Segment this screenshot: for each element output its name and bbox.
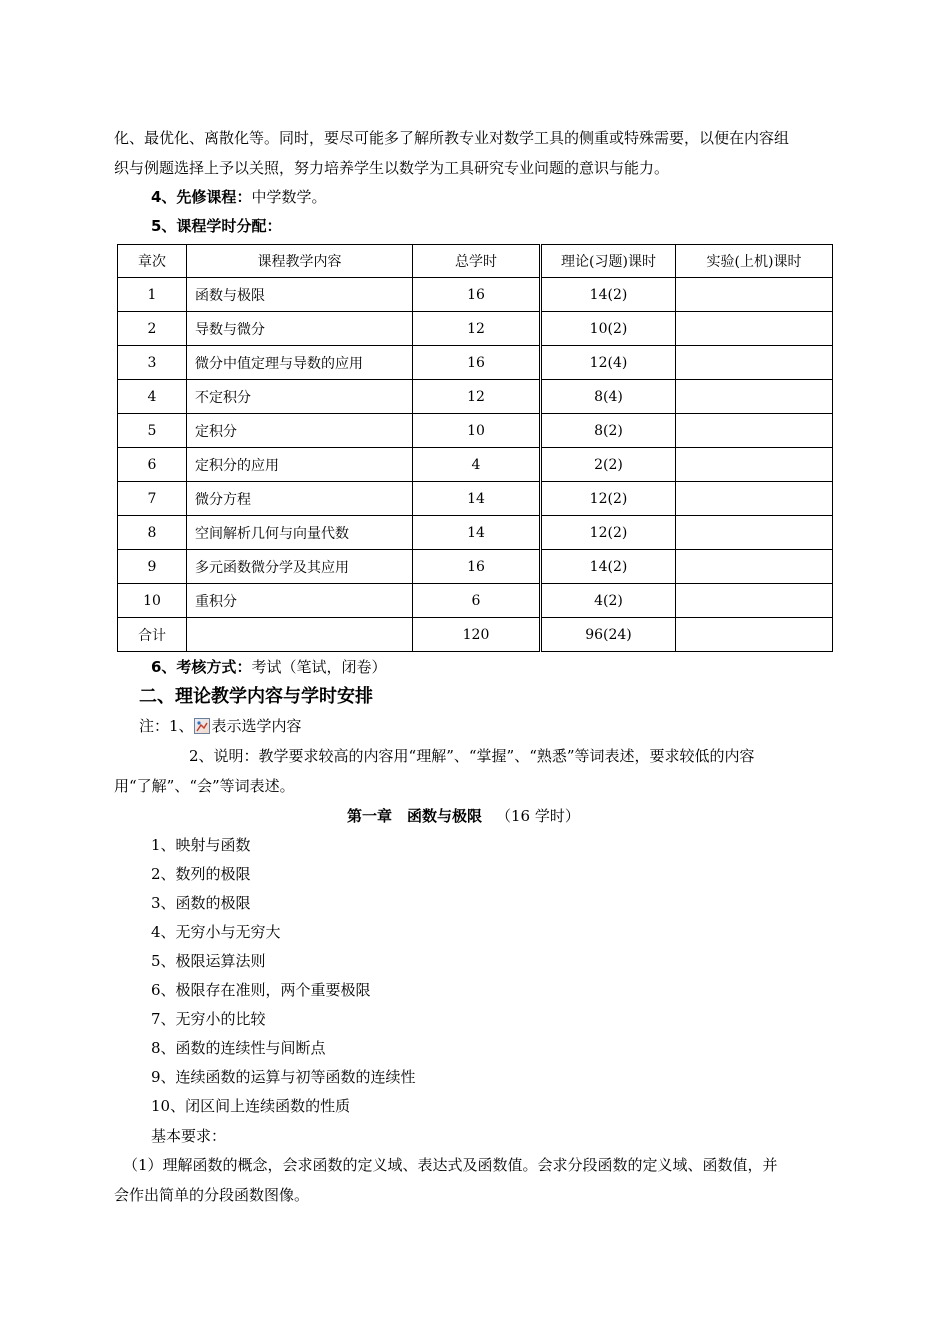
cell-total: 16 xyxy=(413,278,541,312)
topic-item: 10、闭区间上连续函数的性质 xyxy=(151,1097,351,1115)
cell-theory: 10(2) xyxy=(541,312,676,346)
cell-total: 12 xyxy=(413,312,541,346)
cell-theory: 12(4) xyxy=(541,346,676,380)
cell-total: 16 xyxy=(413,346,541,380)
cell-chapter: 5 xyxy=(118,414,187,448)
topic-item: 2、数列的极限 xyxy=(151,865,251,883)
table-row xyxy=(118,584,833,618)
chapter-1-heading xyxy=(347,806,580,826)
cell-total: 14 xyxy=(413,516,541,550)
cell-theory: 14(2) xyxy=(541,278,676,312)
cell-content: 多元函数微分学及其应用 xyxy=(187,550,413,584)
exam-value: 考试（笔试，闭卷） xyxy=(251,658,387,676)
cell-content: 函数与极限 xyxy=(187,278,413,312)
basic-requirements-label: 基本要求： xyxy=(151,1127,227,1145)
cell-theory: 12(2) xyxy=(541,516,676,550)
hours-table xyxy=(117,244,833,652)
table-row xyxy=(118,380,833,414)
cell-chapter: 3 xyxy=(118,346,187,380)
cell-content: 微分方程 xyxy=(187,482,413,516)
exam-label: 6、考核方式： xyxy=(151,658,252,676)
topic-item: 3、函数的极限 xyxy=(151,894,251,912)
header-chapter: 章次 xyxy=(118,245,187,278)
cell-lab xyxy=(676,482,833,516)
prerequisite-value: 中学数学。 xyxy=(251,188,327,206)
cell-lab xyxy=(676,448,833,482)
cell-chapter: 4 xyxy=(118,380,187,414)
note-1 xyxy=(139,716,302,736)
note-2-line-1: 2、说明：教学要求较高的内容用“理解”、“掌握”、“熟悉”等词表述，要求较低的内容 xyxy=(189,747,755,765)
intro-line-1: 化、最优化、离散化等。同时，要尽可能多了解所教专业对数学工具的侧重或特殊需要，以便在内容组 xyxy=(114,129,790,147)
chapter-1-hours: （16 学时） xyxy=(496,807,580,825)
cell-chapter: 2 xyxy=(118,312,187,346)
cell-total: 6 xyxy=(413,584,541,618)
topic-item: 6、极限存在准则，两个重要极限 xyxy=(151,981,371,999)
optional-content-icon xyxy=(194,718,210,734)
topic-item: 4、无穷小与无穷大 xyxy=(151,923,281,941)
section-2-title: 二、理论教学内容与学时安排 xyxy=(139,686,373,707)
table-header-row xyxy=(118,245,833,278)
table-row xyxy=(118,448,833,482)
cell-content: 定积分 xyxy=(187,414,413,448)
table-row xyxy=(118,278,833,312)
cell-total: 12 xyxy=(413,380,541,414)
note-1-text: 表示选学内容 xyxy=(211,717,302,735)
cell-theory: 8(2) xyxy=(541,414,676,448)
cell-theory: 96(24) xyxy=(541,618,676,652)
table-row xyxy=(118,414,833,448)
requirement-1-line-2: 会作出简单的分段函数图像。 xyxy=(114,1186,310,1204)
table-row xyxy=(118,516,833,550)
table-row xyxy=(118,312,833,346)
cell-chapter: 10 xyxy=(118,584,187,618)
hours-allocation-title: 5、课程学时分配： xyxy=(151,217,282,235)
cell-lab xyxy=(676,584,833,618)
cell-lab xyxy=(676,414,833,448)
cell-total: 4 xyxy=(413,448,541,482)
cell-content: 微分中值定理与导数的应用 xyxy=(187,346,413,380)
intro-line-2: 织与例题选择上予以关照，努力培养学生以数学为工具研究专业问题的意识与能力。 xyxy=(114,159,670,177)
cell-lab xyxy=(676,380,833,414)
cell-chapter: 8 xyxy=(118,516,187,550)
cell-chapter: 6 xyxy=(118,448,187,482)
header-theory: 理论(习题)课时 xyxy=(541,245,676,278)
chapter-1-title: 第一章 函数与极限 xyxy=(347,807,483,825)
cell-content xyxy=(187,618,413,652)
cell-chapter: 1 xyxy=(118,278,187,312)
cell-theory: 8(4) xyxy=(541,380,676,414)
cell-content: 不定积分 xyxy=(187,380,413,414)
cell-theory: 4(2) xyxy=(541,584,676,618)
cell-content: 重积分 xyxy=(187,584,413,618)
table-row xyxy=(118,346,833,380)
topic-item: 7、无穷小的比较 xyxy=(151,1010,266,1028)
requirement-1-line-1: （1）理解函数的概念，会求函数的定义域、表达式及函数值。会求分段函数的定义域、函数值，并 xyxy=(123,1156,778,1174)
cell-lab xyxy=(676,278,833,312)
table-row xyxy=(118,550,833,584)
header-content: 课程教学内容 xyxy=(187,245,413,278)
cell-total: 120 xyxy=(413,618,541,652)
cell-lab xyxy=(676,312,833,346)
cell-theory: 2(2) xyxy=(541,448,676,482)
cell-chapter: 9 xyxy=(118,550,187,584)
cell-content: 空间解析几何与向量代数 xyxy=(187,516,413,550)
table-row xyxy=(118,482,833,516)
cell-chapter: 合计 xyxy=(118,618,187,652)
cell-chapter: 7 xyxy=(118,482,187,516)
cell-total: 10 xyxy=(413,414,541,448)
cell-theory: 12(2) xyxy=(541,482,676,516)
cell-total: 14 xyxy=(413,482,541,516)
cell-lab xyxy=(676,346,833,380)
cell-theory: 14(2) xyxy=(541,550,676,584)
topic-item: 8、函数的连续性与间断点 xyxy=(151,1039,326,1057)
exam-line xyxy=(151,657,386,677)
cell-content: 导数与微分 xyxy=(187,312,413,346)
prerequisite-line xyxy=(151,187,326,207)
topic-item: 1、映射与函数 xyxy=(151,836,251,854)
cell-lab xyxy=(676,516,833,550)
cell-lab xyxy=(676,550,833,584)
cell-content: 定积分的应用 xyxy=(187,448,413,482)
note-2-line-2: 用“了解”、“会”等词表述。 xyxy=(114,777,295,795)
cell-lab xyxy=(676,618,833,652)
note-1-prefix: 注：1、 xyxy=(139,717,194,735)
prerequisite-label: 4、先修课程： xyxy=(151,188,252,206)
header-lab: 实验(上机)课时 xyxy=(676,245,833,278)
topic-item: 5、极限运算法则 xyxy=(151,952,266,970)
topic-item: 9、连续函数的运算与初等函数的连续性 xyxy=(151,1068,416,1086)
cell-total: 16 xyxy=(413,550,541,584)
table-total-row xyxy=(118,618,833,652)
header-total: 总学时 xyxy=(413,245,541,278)
